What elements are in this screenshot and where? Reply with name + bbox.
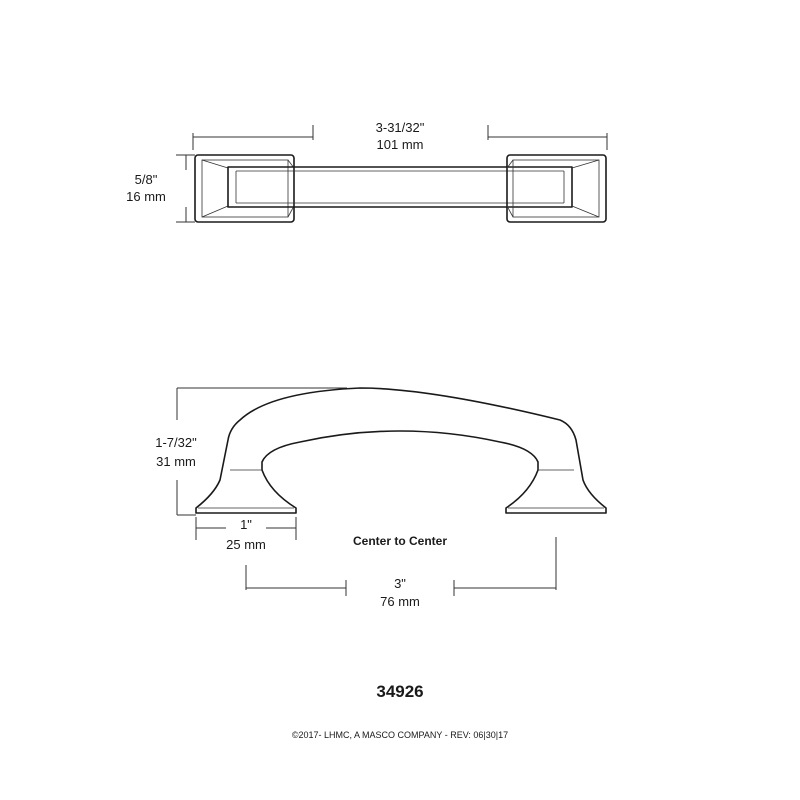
- length-mm-label: 101 mm: [376, 137, 424, 152]
- top-left-base: [195, 155, 294, 222]
- height-inch-label: 5/8": [134, 172, 158, 187]
- height-dimension: [126, 155, 195, 222]
- height-mm-label: 16 mm: [126, 189, 166, 204]
- handle-profile: [196, 388, 606, 513]
- base-inch-label: 1": [240, 517, 252, 532]
- base-dimension: [196, 517, 296, 552]
- center-dimension: [246, 534, 556, 609]
- top-bar: [228, 167, 572, 207]
- top-right-base: [507, 155, 606, 222]
- center-inch-label: 3": [394, 576, 406, 591]
- side-view: [155, 388, 606, 609]
- top-view: [126, 120, 607, 222]
- length-dimension: [193, 120, 607, 152]
- center-to-center-label: Center to Center: [352, 534, 448, 548]
- center-mm-label: 76 mm: [380, 594, 420, 609]
- model-number: 34926: [376, 682, 424, 701]
- projection-dimension: [155, 388, 347, 515]
- length-inch-label: 3-31/32": [375, 120, 425, 135]
- projection-inch-label: 1-7/32": [155, 435, 197, 450]
- copyright-footer: ©2017- LHMC, A MASCO COMPANY - REV: 06|30|17: [291, 730, 509, 740]
- base-mm-label: 25 mm: [226, 537, 266, 552]
- projection-mm-label: 31 mm: [156, 454, 196, 469]
